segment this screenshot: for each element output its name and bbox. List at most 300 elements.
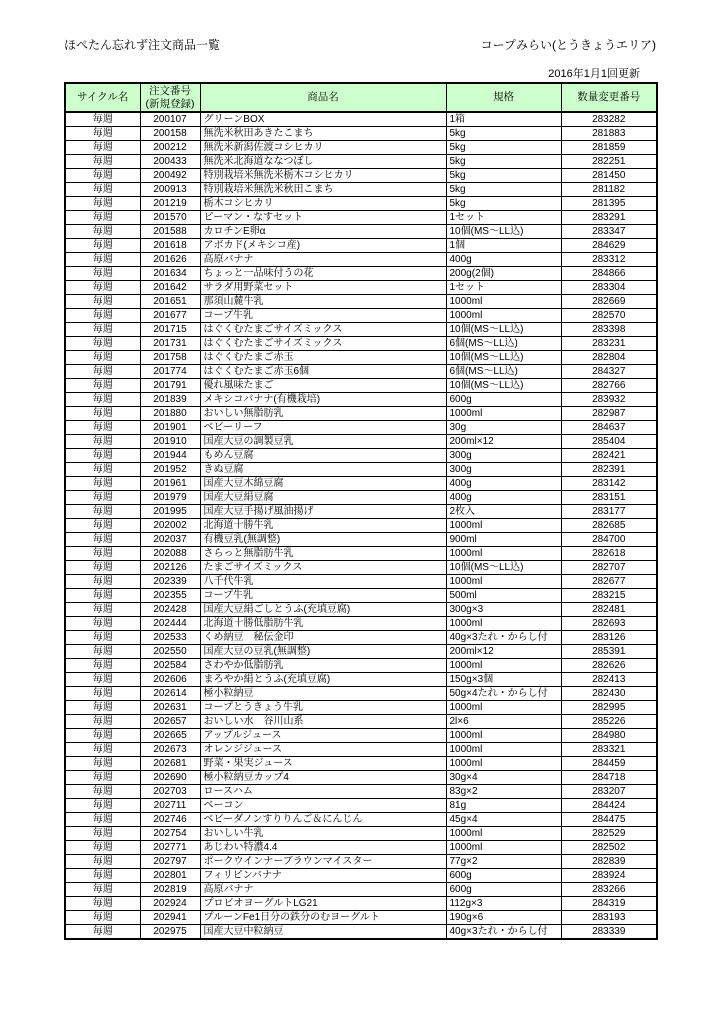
change-number-cell: 284327 — [561, 365, 657, 379]
spec-cell: 45g×4 — [446, 813, 561, 827]
cycle-cell: 毎週 — [65, 883, 140, 897]
table-row — [65, 295, 657, 309]
product-name-cell: 無洗米秋田あきたこまち — [200, 127, 446, 141]
cycle-cell: 毎週 — [65, 239, 140, 253]
cycle-cell: 毎週 — [65, 645, 140, 659]
order-number-cell: 202444 — [140, 617, 200, 631]
cycle-cell: 毎週 — [65, 589, 140, 603]
spec-cell: 190g×6 — [446, 911, 561, 925]
col-header-order-number-sub: (新規登録) — [145, 97, 195, 110]
order-number-cell: 202606 — [140, 673, 200, 687]
change-number-cell: 282430 — [561, 687, 657, 701]
cycle-cell: 毎週 — [65, 141, 140, 155]
product-name-cell: サラダ用野菜セット — [200, 281, 446, 295]
spec-cell: 112g×3 — [446, 897, 561, 911]
table-row — [65, 379, 657, 393]
spec-cell: 1000ml — [446, 407, 561, 421]
change-number-cell: 285226 — [561, 715, 657, 729]
table-row — [65, 687, 657, 701]
product-name-cell: コープとうきょう牛乳 — [200, 701, 446, 715]
cycle-cell: 毎週 — [65, 449, 140, 463]
order-number-cell: 202614 — [140, 687, 200, 701]
change-number-cell: 282251 — [561, 155, 657, 169]
table-row — [65, 799, 657, 813]
table-row — [65, 645, 657, 659]
change-number-cell: 283151 — [561, 491, 657, 505]
document-title: ほぺたん忘れず注文商品一覧 — [64, 38, 221, 52]
order-number-cell: 202339 — [140, 575, 200, 589]
spec-cell: 1箱 — [446, 112, 561, 127]
table-row — [65, 309, 657, 323]
product-name-cell: アップルジュース — [200, 729, 446, 743]
cycle-cell: 毎週 — [65, 463, 140, 477]
product-name-cell: コープ牛乳 — [200, 589, 446, 603]
cycle-cell: 毎週 — [65, 617, 140, 631]
spec-cell: 1000ml — [446, 659, 561, 673]
order-number-cell: 201618 — [140, 239, 200, 253]
order-number-cell: 202924 — [140, 897, 200, 911]
spec-cell: 5kg — [446, 169, 561, 183]
cycle-cell: 毎週 — [65, 785, 140, 799]
change-number-cell: 283193 — [561, 911, 657, 925]
product-name-cell: 北海道十勝低脂肪牛乳 — [200, 617, 446, 631]
cycle-cell: 毎週 — [65, 715, 140, 729]
order-number-cell: 202754 — [140, 827, 200, 841]
spec-cell: 1000ml — [446, 827, 561, 841]
spec-cell: 1000ml — [446, 841, 561, 855]
table-row — [65, 715, 657, 729]
product-name-cell: ベビーリーフ — [200, 421, 446, 435]
order-number-cell: 202533 — [140, 631, 200, 645]
order-number-cell: 201995 — [140, 505, 200, 519]
spec-cell: 300g — [446, 463, 561, 477]
cycle-cell: 毎週 — [65, 799, 140, 813]
table-row — [65, 155, 657, 169]
spec-cell: 10個(MS〜LL込) — [446, 323, 561, 337]
table-row — [65, 827, 657, 841]
order-number-cell: 202088 — [140, 547, 200, 561]
product-name-cell: 国産大豆の調製豆乳 — [200, 435, 446, 449]
cycle-cell: 毎週 — [65, 925, 140, 940]
order-number-cell: 202428 — [140, 603, 200, 617]
order-number-cell: 202681 — [140, 757, 200, 771]
cycle-cell: 毎週 — [65, 127, 140, 141]
spec-cell: 1000ml — [446, 519, 561, 533]
table-row — [65, 421, 657, 435]
product-name-cell: 国産大豆絹豆腐 — [200, 491, 446, 505]
spec-cell: 10個(MS〜LL込) — [446, 225, 561, 239]
spec-cell: 1000ml — [446, 547, 561, 561]
order-number-cell: 201715 — [140, 323, 200, 337]
change-number-cell: 283347 — [561, 225, 657, 239]
product-name-cell: おいしい無脂肪乳 — [200, 407, 446, 421]
change-number-cell: 281450 — [561, 169, 657, 183]
product-name-cell: 極小粒納豆 — [200, 687, 446, 701]
spec-cell: 6個(MS〜LL込) — [446, 337, 561, 351]
cycle-cell: 毎週 — [65, 435, 140, 449]
order-number-cell: 201677 — [140, 309, 200, 323]
col-header-product-name: 商品名 — [200, 83, 446, 112]
product-name-cell: アボカド(メキシコ産) — [200, 239, 446, 253]
cycle-cell: 毎週 — [65, 351, 140, 365]
spec-cell: 1個 — [446, 239, 561, 253]
table-row — [65, 463, 657, 477]
cycle-cell: 毎週 — [65, 183, 140, 197]
product-name-cell: コープ牛乳 — [200, 309, 446, 323]
product-name-cell: 特別栽培米無洗米栃木コシヒカリ — [200, 169, 446, 183]
spec-cell: 1セット — [446, 211, 561, 225]
table-row — [65, 911, 657, 925]
product-name-cell: 国産大豆の豆乳(無調整) — [200, 645, 446, 659]
change-number-cell: 282685 — [561, 519, 657, 533]
order-number-cell: 202801 — [140, 869, 200, 883]
change-number-cell: 284980 — [561, 729, 657, 743]
order-number-cell: 202703 — [140, 785, 200, 799]
table-row — [65, 813, 657, 827]
col-header-spec: 規格 — [446, 83, 561, 112]
col-header-quantity-change-number: 数量変更番号 — [561, 83, 657, 112]
change-number-cell: 281859 — [561, 141, 657, 155]
change-number-cell: 283215 — [561, 589, 657, 603]
cycle-cell: 毎週 — [65, 771, 140, 785]
order-number-cell: 201880 — [140, 407, 200, 421]
table-row — [65, 393, 657, 407]
order-number-cell: 202002 — [140, 519, 200, 533]
table-row — [65, 112, 657, 127]
order-number-cell: 202746 — [140, 813, 200, 827]
order-number-cell: 201642 — [140, 281, 200, 295]
product-name-cell: さわやか低脂肪乳 — [200, 659, 446, 673]
spec-cell: 40g×3たれ・からし付 — [446, 631, 561, 645]
order-number-cell: 201961 — [140, 477, 200, 491]
order-number-cell: 201570 — [140, 211, 200, 225]
table-row — [65, 351, 657, 365]
change-number-cell: 282421 — [561, 449, 657, 463]
table-row — [65, 841, 657, 855]
change-number-cell: 284459 — [561, 757, 657, 771]
product-name-cell: 八千代牛乳 — [200, 575, 446, 589]
cycle-cell: 毎週 — [65, 337, 140, 351]
cycle-cell: 毎週 — [65, 155, 140, 169]
spec-cell: 600g — [446, 869, 561, 883]
change-number-cell: 282693 — [561, 617, 657, 631]
spec-cell: 1000ml — [446, 295, 561, 309]
table-row — [65, 589, 657, 603]
cycle-cell: 毎週 — [65, 911, 140, 925]
order-number-cell: 201626 — [140, 253, 200, 267]
change-number-cell: 284629 — [561, 239, 657, 253]
table-row — [65, 435, 657, 449]
product-name-cell: もめん豆腐 — [200, 449, 446, 463]
order-number-cell: 202037 — [140, 533, 200, 547]
cycle-cell: 毎週 — [65, 253, 140, 267]
order-number-cell: 201219 — [140, 197, 200, 211]
change-number-cell: 283266 — [561, 883, 657, 897]
cycle-cell: 毎週 — [65, 477, 140, 491]
cycle-cell: 毎週 — [65, 421, 140, 435]
product-name-cell: 国産大豆絹ごしとうふ(充填豆腐) — [200, 603, 446, 617]
product-name-cell: ピーマン・なすセット — [200, 211, 446, 225]
order-number-cell: 200492 — [140, 169, 200, 183]
table-row — [65, 673, 657, 687]
spec-cell: 2枚入 — [446, 505, 561, 519]
spec-cell: 600g — [446, 883, 561, 897]
product-name-cell: プロビオヨーグルトLG21 — [200, 897, 446, 911]
order-number-cell: 202355 — [140, 589, 200, 603]
table-row — [65, 533, 657, 547]
spec-cell: 10個(MS〜LL込) — [446, 561, 561, 575]
product-name-cell: メキシコバナナ(有機栽培) — [200, 393, 446, 407]
spec-cell: 400g — [446, 491, 561, 505]
table-row — [65, 771, 657, 785]
order-number-cell: 202797 — [140, 855, 200, 869]
change-number-cell: 284319 — [561, 897, 657, 911]
product-name-cell: まろやか絹とうふ(充填豆腐) — [200, 673, 446, 687]
spec-cell: 1000ml — [446, 617, 561, 631]
change-number-cell: 283291 — [561, 211, 657, 225]
spec-cell: 400g — [446, 253, 561, 267]
spec-cell: 10個(MS〜LL込) — [446, 379, 561, 393]
change-number-cell: 283398 — [561, 323, 657, 337]
order-number-cell: 202819 — [140, 883, 200, 897]
order-number-cell: 201944 — [140, 449, 200, 463]
cycle-cell: 毎週 — [65, 211, 140, 225]
cycle-cell: 毎週 — [65, 575, 140, 589]
order-number-cell: 200913 — [140, 183, 200, 197]
change-number-cell: 284700 — [561, 533, 657, 547]
change-number-cell: 282391 — [561, 463, 657, 477]
change-number-cell: 283924 — [561, 869, 657, 883]
change-number-cell: 284424 — [561, 799, 657, 813]
document-header — [64, 38, 656, 52]
table-row — [65, 855, 657, 869]
change-number-cell: 282839 — [561, 855, 657, 869]
table-row — [65, 211, 657, 225]
change-number-cell: 283932 — [561, 393, 657, 407]
table-row — [65, 169, 657, 183]
change-number-cell: 282618 — [561, 547, 657, 561]
cycle-cell: 毎週 — [65, 855, 140, 869]
spec-cell: 200ml×12 — [446, 435, 561, 449]
product-name-cell: はぐくむたまご赤玉6個 — [200, 365, 446, 379]
cycle-cell: 毎週 — [65, 673, 140, 687]
change-number-cell: 283282 — [561, 112, 657, 127]
col-header-order-number — [140, 83, 200, 112]
cycle-cell: 毎週 — [65, 841, 140, 855]
change-number-cell: 282707 — [561, 561, 657, 575]
spec-cell: 1000ml — [446, 575, 561, 589]
spec-cell: 1セット — [446, 281, 561, 295]
cycle-cell: 毎週 — [65, 869, 140, 883]
product-name-cell: 高原バナナ — [200, 883, 446, 897]
spec-cell: 81g — [446, 799, 561, 813]
product-name-cell: ベビーダノンすりりんご＆にんじん — [200, 813, 446, 827]
cycle-cell: 毎週 — [65, 267, 140, 281]
order-number-cell: 200212 — [140, 141, 200, 155]
order-number-cell: 201979 — [140, 491, 200, 505]
table-body — [65, 112, 657, 939]
product-name-cell: カロチンE卵α — [200, 225, 446, 239]
table-row — [65, 183, 657, 197]
table-row — [65, 547, 657, 561]
cycle-cell: 毎週 — [65, 561, 140, 575]
change-number-cell: 281182 — [561, 183, 657, 197]
change-number-cell: 283304 — [561, 281, 657, 295]
order-number-cell: 201758 — [140, 351, 200, 365]
table-row — [65, 323, 657, 337]
table-row — [65, 253, 657, 267]
table-row — [65, 785, 657, 799]
spec-cell: 300g — [446, 449, 561, 463]
product-name-cell: 栃木コシヒカリ — [200, 197, 446, 211]
product-name-cell: 北海道十勝牛乳 — [200, 519, 446, 533]
change-number-cell: 282502 — [561, 841, 657, 855]
table-row — [65, 141, 657, 155]
table-row — [65, 407, 657, 421]
change-number-cell: 282529 — [561, 827, 657, 841]
product-name-cell: はぐくむたまごサイズミックス — [200, 337, 446, 351]
col-header-cycle-name: サイクル名 — [65, 83, 140, 112]
cycle-cell: 毎週 — [65, 687, 140, 701]
table-row — [65, 337, 657, 351]
product-name-cell: 野菜・果実ジュース — [200, 757, 446, 771]
spec-cell: 150g×3個 — [446, 673, 561, 687]
spec-cell: 83g×2 — [446, 785, 561, 799]
change-number-cell: 283339 — [561, 925, 657, 940]
order-number-cell: 201952 — [140, 463, 200, 477]
spec-cell: 600g — [446, 393, 561, 407]
change-number-cell: 285391 — [561, 645, 657, 659]
table-row — [65, 701, 657, 715]
table-row — [65, 603, 657, 617]
change-number-cell: 281883 — [561, 127, 657, 141]
spec-cell: 200ml×12 — [446, 645, 561, 659]
change-number-cell: 284475 — [561, 813, 657, 827]
spec-cell: 6個(MS〜LL込) — [446, 365, 561, 379]
product-name-cell: フィリピンバナナ — [200, 869, 446, 883]
table-row — [65, 197, 657, 211]
product-name-cell: あじわい特濃4.4 — [200, 841, 446, 855]
spec-cell: 1000ml — [446, 309, 561, 323]
table-row — [65, 239, 657, 253]
order-number-cell: 202690 — [140, 771, 200, 785]
product-name-cell: ベーコン — [200, 799, 446, 813]
product-name-cell: たまごサイズミックス — [200, 561, 446, 575]
product-name-cell: 特別栽培米無洗米秋田こまち — [200, 183, 446, 197]
spec-cell: 200g(2個) — [446, 267, 561, 281]
order-number-cell: 202584 — [140, 659, 200, 673]
table-row — [65, 127, 657, 141]
change-number-cell: 283126 — [561, 631, 657, 645]
spec-cell: 30g — [446, 421, 561, 435]
table-row — [65, 925, 657, 940]
change-number-cell: 282570 — [561, 309, 657, 323]
spec-cell: 1000ml — [446, 743, 561, 757]
change-number-cell: 282677 — [561, 575, 657, 589]
cycle-cell: 毎週 — [65, 197, 140, 211]
cycle-cell: 毎週 — [65, 701, 140, 715]
table-row — [65, 505, 657, 519]
spec-cell: 500ml — [446, 589, 561, 603]
cycle-cell: 毎週 — [65, 827, 140, 841]
order-number-cell: 202771 — [140, 841, 200, 855]
change-number-cell: 281395 — [561, 197, 657, 211]
cycle-cell: 毎週 — [65, 393, 140, 407]
order-number-cell: 201839 — [140, 393, 200, 407]
spec-cell: 77g×2 — [446, 855, 561, 869]
order-number-cell: 201901 — [140, 421, 200, 435]
product-name-cell: 極小粒納豆カップ4 — [200, 771, 446, 785]
change-number-cell: 283321 — [561, 743, 657, 757]
product-name-cell: はぐくむたまご赤玉 — [200, 351, 446, 365]
change-number-cell: 283231 — [561, 337, 657, 351]
spec-cell: 300g×3 — [446, 603, 561, 617]
cycle-cell: 毎週 — [65, 505, 140, 519]
spec-cell: 40g×3たれ・からし付 — [446, 925, 561, 940]
product-name-cell: グリーンBOX — [200, 112, 446, 127]
change-number-cell: 282626 — [561, 659, 657, 673]
change-number-cell: 283207 — [561, 785, 657, 799]
spec-cell: 50g×4たれ・からし付 — [446, 687, 561, 701]
cycle-cell: 毎週 — [65, 407, 140, 421]
order-number-cell: 200433 — [140, 155, 200, 169]
spec-cell: 1000ml — [446, 729, 561, 743]
cycle-cell: 毎週 — [65, 323, 140, 337]
table-row — [65, 365, 657, 379]
table-header — [65, 83, 657, 112]
spec-cell: 400g — [446, 477, 561, 491]
spec-cell: 1000ml — [446, 701, 561, 715]
cycle-cell: 毎週 — [65, 813, 140, 827]
spec-cell: 5kg — [446, 127, 561, 141]
product-name-cell: 国産大豆木綿豆腐 — [200, 477, 446, 491]
product-name-cell: 無洗米北海道ななつぼし — [200, 155, 446, 169]
product-name-cell: ちょっと一品味付うの花 — [200, 267, 446, 281]
update-date: 2016年1月1回更新 — [548, 68, 640, 80]
cycle-cell: 毎週 — [65, 491, 140, 505]
change-number-cell: 284718 — [561, 771, 657, 785]
table-row — [65, 281, 657, 295]
change-number-cell: 285404 — [561, 435, 657, 449]
table-header-row — [65, 83, 657, 112]
col-header-order-number-main: 注文番号 — [149, 85, 191, 98]
table-row — [65, 743, 657, 757]
order-number-cell: 201910 — [140, 435, 200, 449]
cycle-cell: 毎週 — [65, 281, 140, 295]
table-row — [65, 659, 657, 673]
table-row — [65, 575, 657, 589]
product-name-cell: 国産大豆手揚げ風油揚げ — [200, 505, 446, 519]
table-row — [65, 519, 657, 533]
cycle-cell: 毎週 — [65, 897, 140, 911]
product-name-cell: ポークウインナーブラウンマイスター — [200, 855, 446, 869]
table-row — [65, 883, 657, 897]
cycle-cell: 毎週 — [65, 379, 140, 393]
product-name-cell: おいしい牛乳 — [200, 827, 446, 841]
order-number-cell: 201634 — [140, 267, 200, 281]
order-number-cell: 201651 — [140, 295, 200, 309]
product-name-cell: さらっと無脂肪牛乳 — [200, 547, 446, 561]
table-row — [65, 869, 657, 883]
change-number-cell: 284866 — [561, 267, 657, 281]
cycle-cell: 毎週 — [65, 225, 140, 239]
cycle-cell: 毎週 — [65, 547, 140, 561]
table-row — [65, 267, 657, 281]
product-name-cell: くめ納豆 秘伝金印 — [200, 631, 446, 645]
order-number-cell: 202550 — [140, 645, 200, 659]
spec-cell: 10個(MS〜LL込) — [446, 351, 561, 365]
cycle-cell: 毎週 — [65, 729, 140, 743]
